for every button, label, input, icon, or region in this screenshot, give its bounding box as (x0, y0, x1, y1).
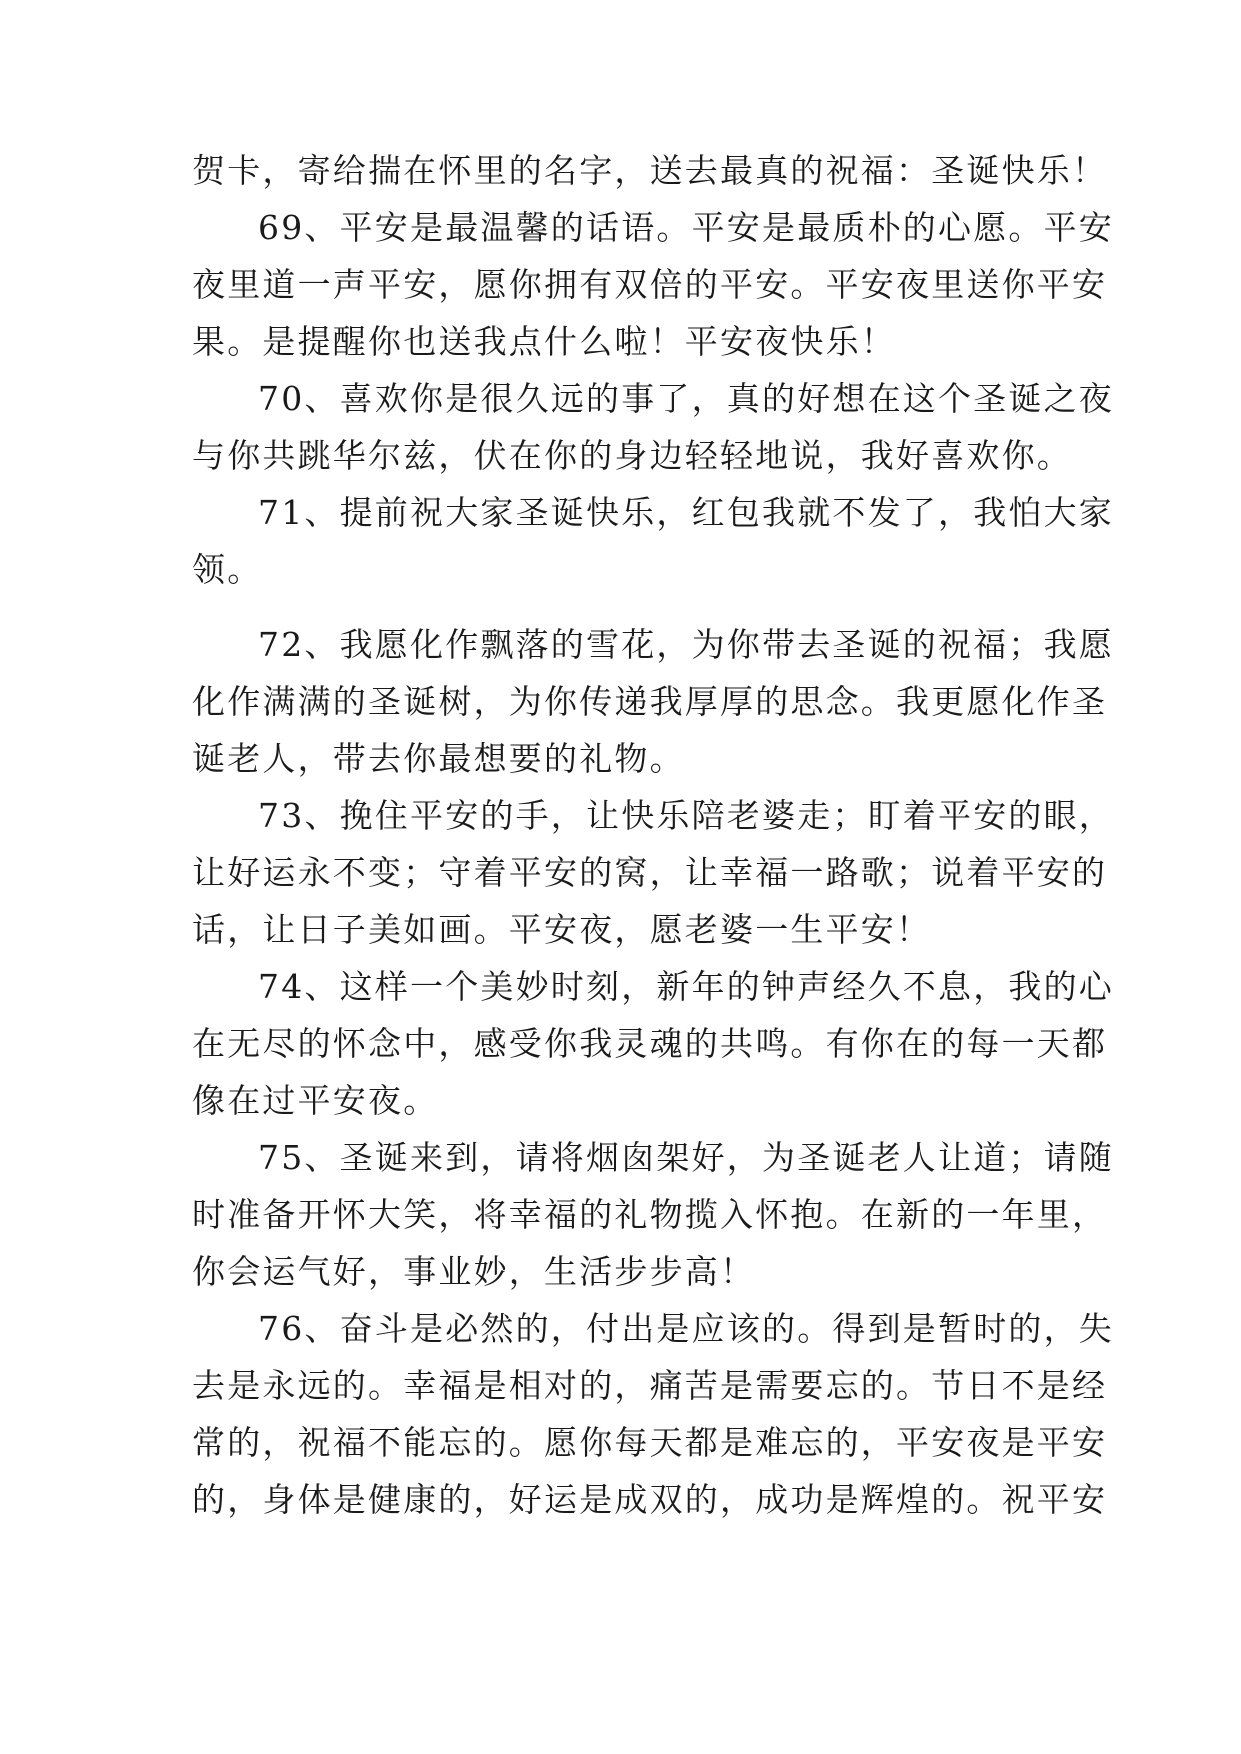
text-line: 领。 (192, 550, 263, 589)
text-line: 夜里道一声平安，愿你拥有双倍的平安。平安夜里送你平安 (192, 265, 1108, 304)
text-line: 时准备开怀大笑，将幸福的礼物揽入怀抱。在新的一年里， (192, 1195, 1108, 1234)
text-line: 在无尽的怀念中，感受你我灵魂的共鸣。有你在的每一天都 (192, 1024, 1108, 1063)
text-line: 化作满满的圣诞树，为你传递我厚厚的思念。我更愿化作圣 (192, 682, 1108, 721)
text-line: 去是永远的。幸福是相对的，痛苦是需要忘的。节日不是经 (192, 1366, 1108, 1405)
text-line: 与你共跳华尔兹，伏在你的身边轻轻地说，我好喜欢你。 (192, 436, 1072, 475)
text-line: 贺卡，寄给揣在怀里的名字，送去最真的祝福：圣诞快乐！ (192, 151, 1108, 190)
text-line: 71、提前祝大家圣诞快乐，红包我就不发了，我怕大家 (258, 493, 1114, 532)
text-line: 的，身体是健康的，好运是成双的，成功是辉煌的。祝平安 (192, 1480, 1108, 1519)
text-line: 75、圣诞来到，请将烟囱架好，为圣诞老人让道；请随 (258, 1138, 1114, 1177)
text-line: 诞老人，带去你最想要的礼物。 (192, 739, 685, 778)
text-line: 69、平安是最温馨的话语。平安是最质朴的心愿。平安 (258, 208, 1114, 247)
text-line: 76、奋斗是必然的，付出是应该的。得到是暂时的，失 (258, 1309, 1114, 1348)
text-line: 73、挽住平安的手，让快乐陪老婆走；盯着平安的眼， (258, 796, 1114, 835)
text-line: 常的，祝福不能忘的。愿你每天都是难忘的，平安夜是平安 (192, 1423, 1108, 1462)
text-line: 像在过平安夜。 (192, 1081, 439, 1120)
text-line: 话，让日子美如画。平安夜，愿老婆一生平安！ (192, 910, 932, 949)
text-line: 70、喜欢你是很久远的事了，真的好想在这个圣诞之夜 (258, 379, 1114, 418)
text-line: 74、这样一个美妙时刻，新年的钟声经久不息，我的心 (258, 967, 1114, 1006)
document-body (192, 151, 1114, 1538)
text-line: 你会运气好，事业妙，生活步步高！ (192, 1252, 756, 1291)
text-line: 让好运永不变；守着平安的窝，让幸福一路歌；说着平安的 (192, 853, 1108, 892)
text-line: 果。是提醒你也送我点什么啦！平安夜快乐！ (192, 322, 896, 361)
text-line: 72、我愿化作飘落的雪花，为你带去圣诞的祝福；我愿 (258, 625, 1114, 664)
